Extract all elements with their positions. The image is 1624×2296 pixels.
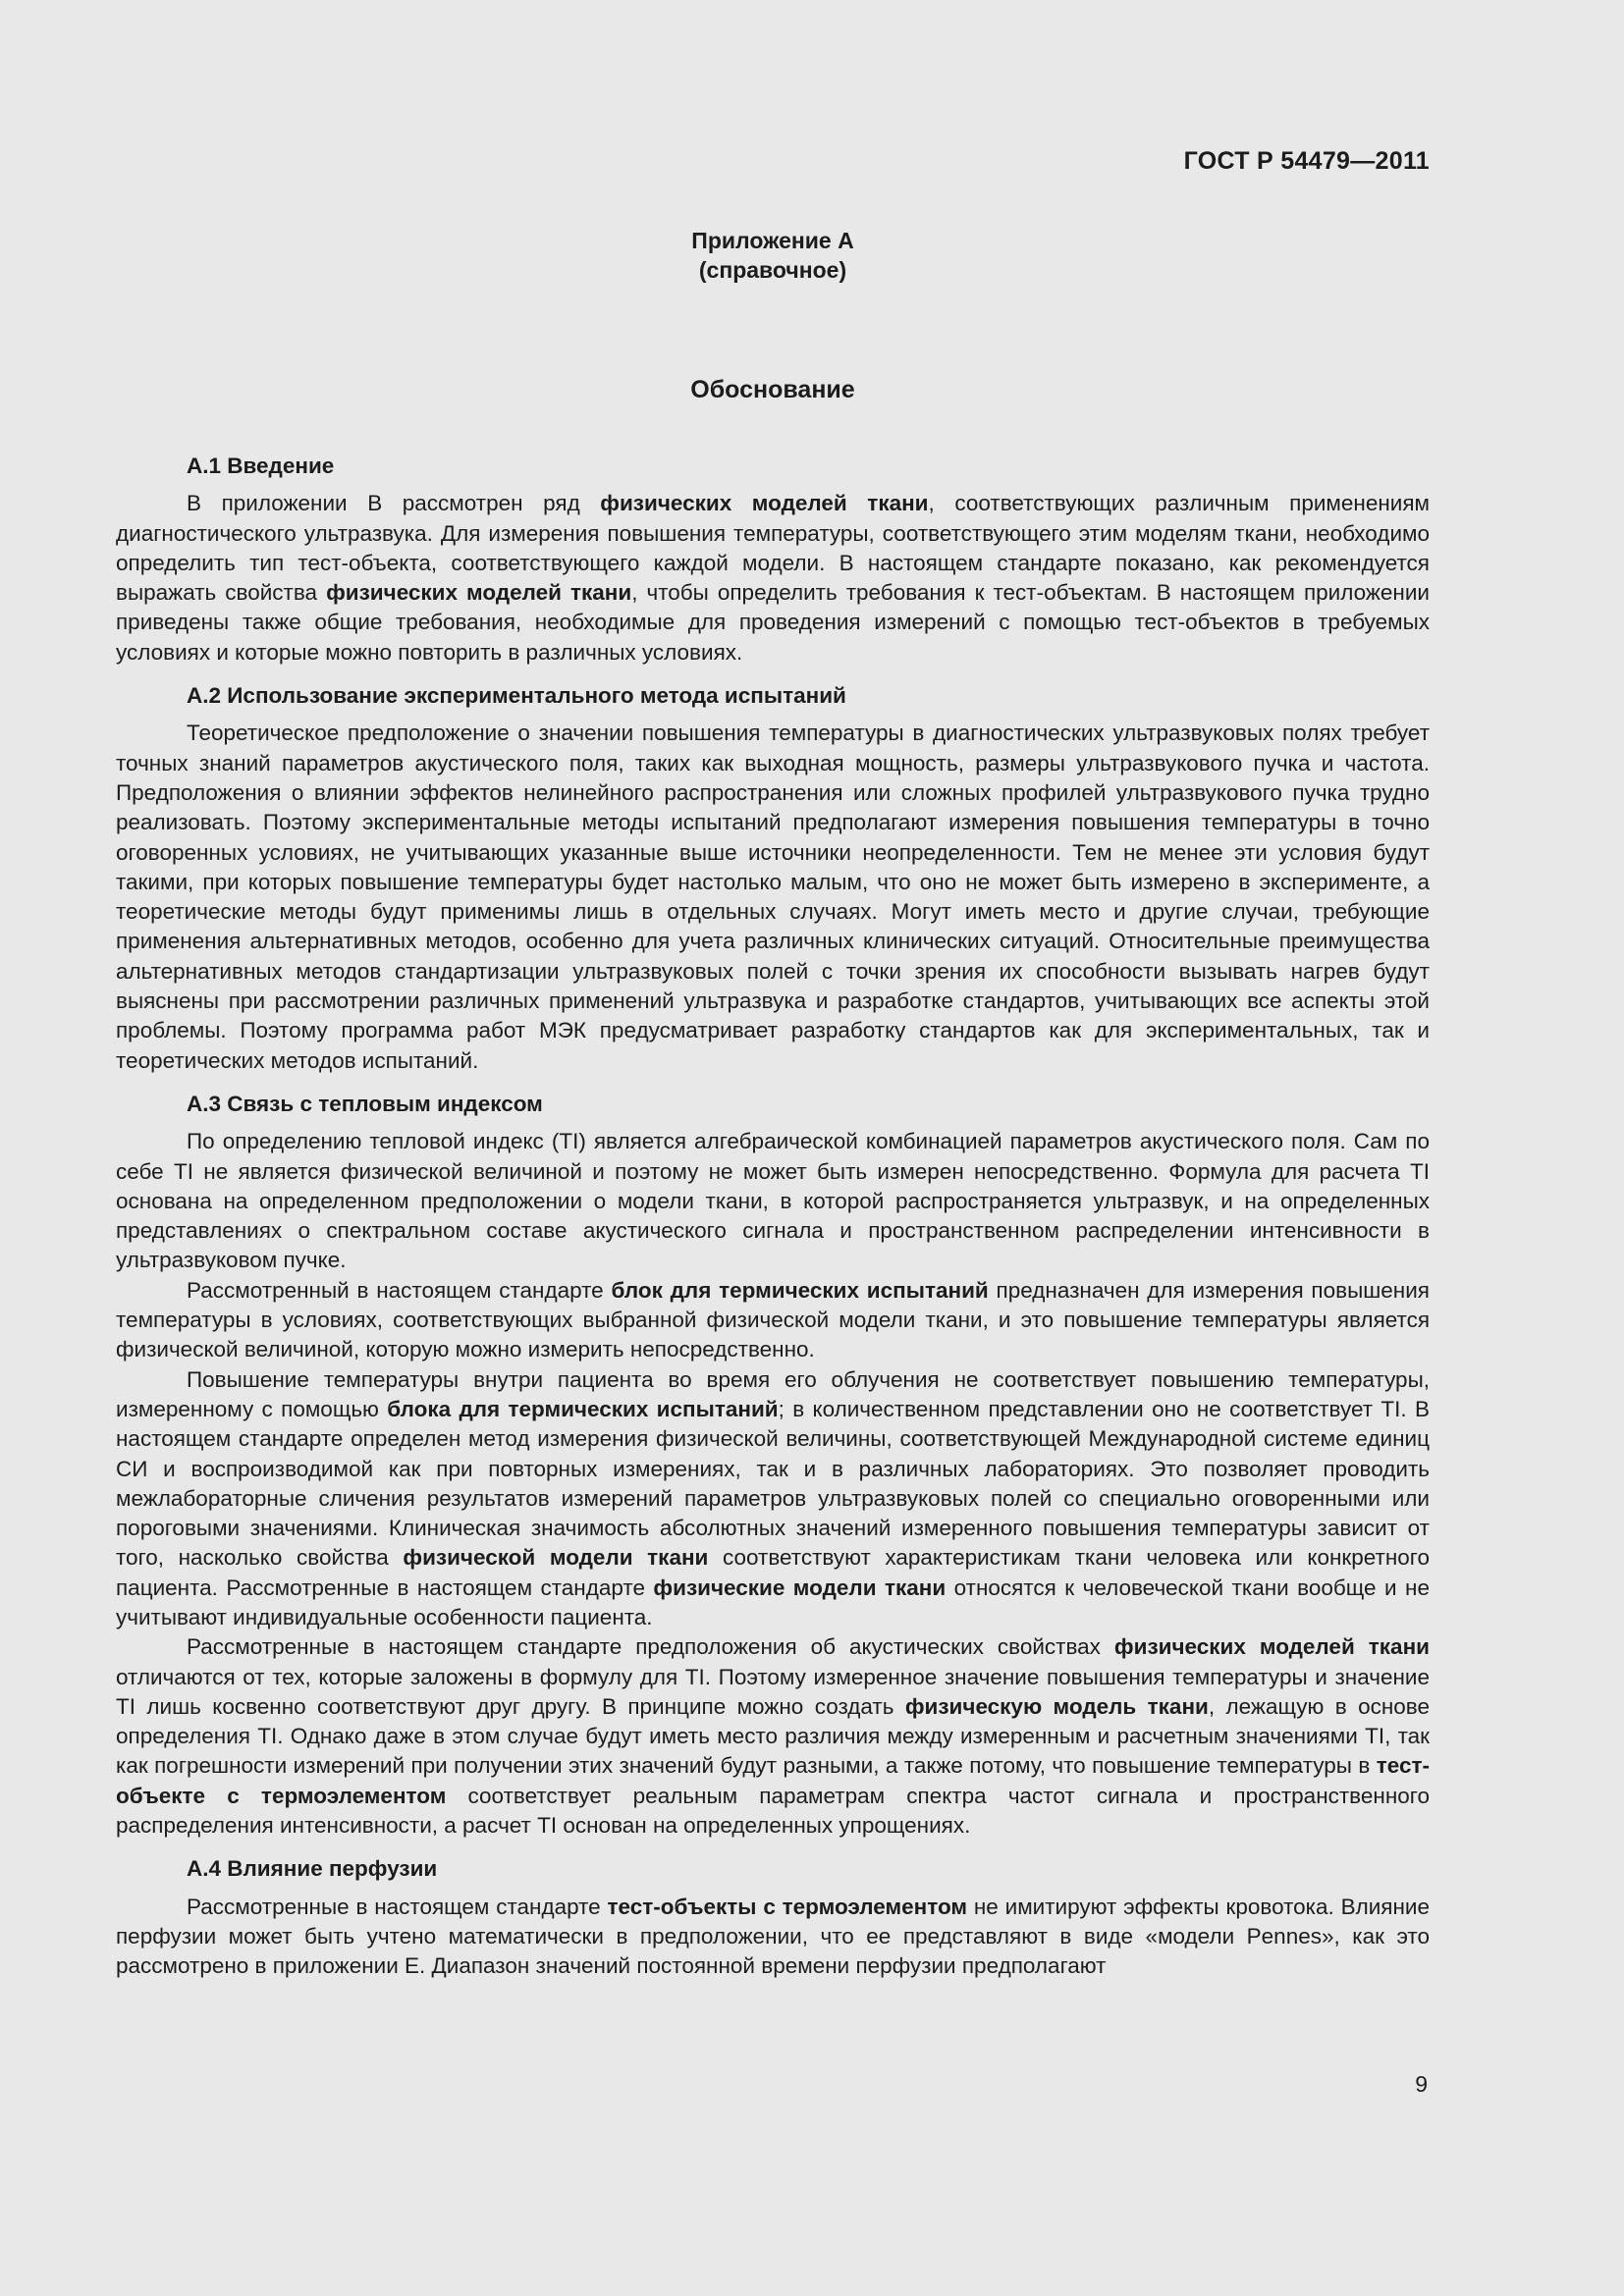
section-paragraph — [116, 719, 1430, 1076]
section-paragraph — [116, 1365, 1430, 1633]
bold-term: тест-объекты с термоэлементом — [607, 1894, 968, 1919]
text-run: предназначен для измерения повышения температуры в условиях, соответствующих выбранной физической модели ткани, и это повышение температуры является физической величиной, которую можно измерить непосредственно. — [116, 1277, 1430, 1362]
page-number: 9 — [1415, 2071, 1428, 2097]
bold-term: блок для термических испытаний — [611, 1277, 989, 1303]
text-run: Рассмотренные в настоящем стандарте предположения об акустических свойствах — [187, 1634, 1114, 1660]
text-run: Рассмотренные в настоящем стандарте — [187, 1894, 608, 1919]
text-run: Теоретическое предположение о значении повышения температуры в диагностических ультразвуковых полях требует точных знаний параметров акустического поля, таких как выходная мощность, размеры ультразвукового пучка и частота. Предположения о влиянии эффектов нелинейного распространения или сложных профилей ультразвукового пучка трудно реализовать. Поэтому экспериментальные методы испытаний предполагают измерения повышения температуры в точно оговоренных условиях, не учитывающих указанные выше источники неопределенности. Тем не менее эти условия будут такими, при которых повышение температуры будет настолько малым, что оно не может быть измерено в эксперименте, а теоретические методы будут применимы лишь в отдельных случаях. Могут иметь место и другие случаи, требующие применения альтернативных методов, особенно для учета различных клинических ситуаций. Относительные преимущества альтернативных методов стандартизации ультразвуковых полей с точки зрения их способности вызывать нагрев будут выяснены при рассмотрении различных применений ультразвука и разработке стандартов, учитывающих все аспекты этой проблемы. Поэтому программа работ МЭК предусматривает разработку стандартов как для экспериментальных, так и теоретических методов испытаний. — [116, 721, 1430, 1073]
text-run: , соответствующих различным применениям диагностического ультразвука. Для измерения повышения температуры, соответствующего этим моделям ткани, необходимо определить тип тест-объекта, соответствующего каждой модели. В настоящем стандарте показано, как рекомендуется выражать свойства — [116, 491, 1430, 606]
appendix-heading — [0, 226, 1545, 285]
text-run: Повышение температуры внутри пациента во время его облучения не соответствует повышению температуры, измеренному с помощью — [116, 1366, 1430, 1421]
text-run: , лежащую в основе определения TI. Однако даже в этом случае будут иметь место различия между измеренным и расчетным значениями TI, так как погрешности измерений при получении этих значений будут разными, а также потому, что повышение температуры в — [116, 1693, 1430, 1779]
bold-term: физических моделей ткани — [326, 580, 632, 606]
text-run: соответствует реальным параметрам спектра частот сигнала и пространственного распределения интенсивности, а расчет TI основан на определенных упрощениях. — [116, 1783, 1430, 1839]
bold-term: блока для термических испытаний — [387, 1396, 779, 1421]
bold-term: физическую модель ткани — [904, 1693, 1209, 1719]
text-run: относятся к человеческой ткани вообще и не учитывают индивидуальные особенности пациента. — [116, 1575, 1430, 1629]
section-heading: А.3 Связь с тепловым индексом — [187, 1091, 543, 1116]
text-run: По определению тепловой индекс (TI) является алгебраической комбинацией параметров акустического поля. Сам по себе TI не является физической величиной и поэтому не может быть измерен непосредственно. Формула для расчета TI основана на определенном предположении о модели ткани, в которой распространяется ультразвук, и на определенных представлениях о спектральном составе акустического сигнала и пространственном распределении интенсивности в ультразвуковом пучке. — [116, 1129, 1430, 1273]
section-paragraph — [116, 1127, 1430, 1275]
appendix-type: (справочное) — [698, 257, 847, 283]
section-paragraph — [116, 1632, 1430, 1841]
text-run: соответствуют характеристикам ткани человека или конкретного пациента. Рассмотренные в настоящем стандарте — [116, 1545, 1430, 1600]
bold-term: физических моделей ткани — [1113, 1634, 1430, 1660]
document-title: Обоснование — [690, 376, 855, 403]
bold-term: тест-объекте с термоэлементом — [116, 1753, 1430, 1808]
appendix-label: Приложение А — [691, 228, 854, 253]
text-run: Рассмотренный в настоящем стандарте — [187, 1277, 612, 1303]
section-heading: А.1 Введение — [187, 454, 335, 478]
bold-term: физические модели ткани — [653, 1575, 947, 1600]
document-body — [116, 452, 1430, 1996]
section-paragraph — [116, 1893, 1430, 1982]
section-paragraph — [116, 489, 1430, 667]
section-paragraph — [116, 1276, 1430, 1365]
bold-term: физической модели ткани — [403, 1545, 709, 1571]
text-run: , чтобы определить требования к тест-объектам. В настоящем приложении приведены также общие требования, необходимые для проведения измерений с помощью тест-объектов в требуемых условиях и которые можно повторить в различных условиях. — [116, 580, 1430, 665]
text-run: ; в количественном представлении оно не соответствует TI. В настоящем стандарте определен метод измерения физической величины, соответствующей Международной системе единиц СИ и воспроизводимой как при повторных измерениях, так и в различных лабораториях. Это позволяет проводить межлабораторные сличения результатов измерений параметров ультразвуковых полей со специально оговоренными или пороговыми значениями. Клиническая значимость абсолютных значений измеренного повышения температуры зависит от того, насколько свойства — [116, 1396, 1430, 1571]
text-run: В приложении В рассмотрен ряд — [187, 491, 601, 516]
section-heading: А.4 Влияние перфузии — [187, 1856, 438, 1882]
section-heading: А.2 Использование экспериментального метода испытаний — [187, 683, 846, 709]
text-run: отличаются от тех, которые заложены в формулу для TI. Поэтому измеренное значение повышения температуры и значение TI лишь косвенно соответствуют друг другу. В принципе можно создать — [116, 1664, 1430, 1719]
standard-header: ГОСТ Р 54479—2011 — [1183, 147, 1430, 175]
text-run: не имитируют эффекты кровотока. Влияние перфузии может быть учтено математически в предположении, что ее представляют в виде «модели Pennes», как это рассмотрено в приложении Е. Диапазон значений постоянной времени перфузии предполагают — [116, 1894, 1430, 1979]
bold-term: физических моделей ткани — [600, 491, 929, 516]
